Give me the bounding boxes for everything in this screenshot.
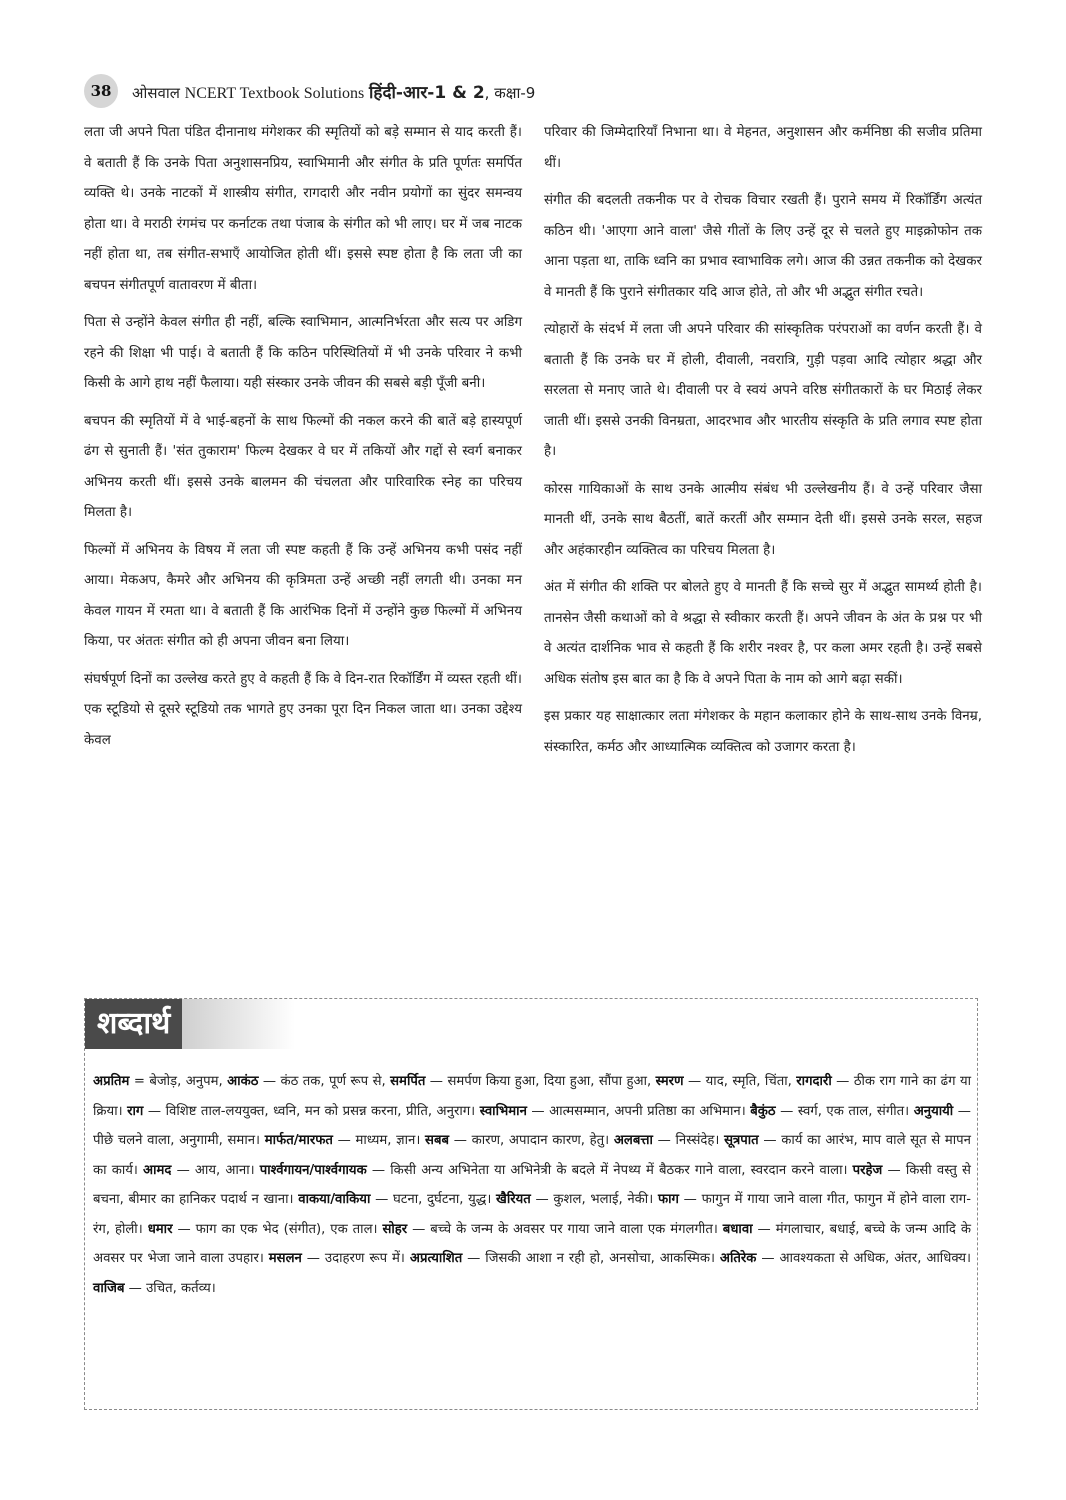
paragraph: पिता से उन्होंने केवल संगीत ही नहीं, बल्कि स्वाभिमान, आत्मनिर्भरता और सत्य पर अडिग रहने की शिक्षा भी पाई। वे बताती हैं कि कठिन परिस्थितियों में भी उनके परिवार ने कभी किसी के आगे हाथ नहीं फैलाया। यही संस्कार उनके जीवन की सबसे बड़ी पूँजी बनी। <box>84 315 522 391</box>
glossary-separator: — <box>172 1221 196 1237</box>
glossary-meaning: आवश्यकता से अधिक, अंतर, आधिक्य। <box>779 1251 972 1266</box>
body-columns <box>84 118 982 990</box>
glossary-separator: — <box>758 1133 782 1148</box>
glossary-meaning: पीछे चलने वाला, अनुगामी, समान। <box>93 1133 261 1148</box>
glossary-separator: — <box>526 1103 550 1119</box>
paragraph: कोरस गायिकाओं के साथ उनके आत्मीय संबंध भी उल्लेखनीय हैं। वे उन्हें परिवार जैसा मानती थीं, उनके साथ बैठतीं, बातें करतीं और सम्मान देती थीं। इससे उनके सरल, सहज और अहंकारहीन व्यक्तित्व का परिचय मिलता है। <box>544 481 982 558</box>
paragraph: अंत में संगीत की शक्ति पर बोलते हुए वे मानती हैं कि सच्चे सुर में अद्भुत सामर्थ्य होती है। तानसेन जैसी कथाओं को वे श्रद्धा से स्वीकार करती हैं। अपने जीवन के अंत के प्रश्न पर भी वे अत्यंत दार्शनिक भाव से कहती हैं कि शरीर नश्वर है, पर कला अमर रहती है। उन्हें सबसे अधिक संतोष इस बात का है कि वे अपने पिता के नाम को आगे बढ़ा सकीं। <box>544 580 982 687</box>
glossary-term: अलबत्ता <box>613 1133 653 1148</box>
glossary-entry <box>93 1074 223 1089</box>
glossary-entry <box>390 1074 651 1089</box>
glossary-separator: — <box>171 1162 195 1178</box>
glossary-entry <box>93 1281 216 1296</box>
glossary-term: अतिरेक <box>719 1251 757 1266</box>
glossary-entry <box>260 1163 848 1178</box>
glossary-term: बैकुंठ <box>750 1103 776 1119</box>
glossary-meaning: निस्संदेह। <box>675 1133 720 1148</box>
glossary-entry <box>127 1104 475 1119</box>
glossary-entry <box>143 1163 255 1178</box>
glossary-entry <box>410 1251 715 1266</box>
left-column <box>84 118 522 990</box>
glossary-separator: — <box>683 1074 706 1089</box>
paragraph: बचपन की स्मृतियों में वे भाई-बहनों के साथ फिल्मों की नकल करने की बातें बड़े हास्यपूर्ण ढंग से सुनाती हैं। 'संत तुकाराम' फिल्म देखकर वे घर में तकियों और गद्दों से स्वर्ग बनाकर अभिनय करती थीं। इससे उनके बालमन की चंचलता और पारिवारिक स्नेह का परिचय मिलता है। <box>84 413 522 520</box>
glossary-entry <box>148 1222 378 1237</box>
paragraph: संगीत की बदलती तकनीक पर वे रोचक विचार रखती हैं। पुराने समय में रिकॉर्डिंग अत्यंत कठिन थी। 'आएगा आने वाला' जैसे गीतों के लिए उन्हें दूर से चलते हुए माइक्रोफोन तक आना पड़ता था, ताकि ध्वनि का प्रभाव स्वाभाविक लगे। आज की उन्नत तकनीक को देखकर वे मानती हैं कि पुराने संगीतकार यदि आज होते, तो और भी अद्भुत संगीत रचते। <box>544 193 982 300</box>
glossary-separator: — <box>678 1192 702 1207</box>
glossary-separator: — <box>301 1251 325 1266</box>
glossary-term: आमद <box>143 1162 172 1178</box>
glossary-separator: — <box>831 1074 854 1089</box>
glossary-term: स्मरण <box>655 1074 684 1089</box>
glossary-separator: — <box>370 1192 393 1207</box>
glossary-meaning: बेजोड़, अनुपम, <box>149 1074 223 1089</box>
glossary-term: रागदारी <box>796 1074 832 1089</box>
glossary-meaning: विशिष्ट ताल-लययुक्त, ध्वनि, मन को प्रसन्न करना, प्रीति, अनुराग। <box>165 1103 476 1119</box>
glossary-entry <box>496 1192 653 1207</box>
glossary-meaning: फागुन में गाया जाने वाला गीत, फागुन में होने वाला राग-रंग, होली। <box>93 1192 971 1237</box>
glossary-term: सबब <box>425 1133 450 1148</box>
glossary-meaning: कुशल, भलाई, नेकी। <box>553 1192 654 1207</box>
subject-name: हिंदी-आर-1 & 2 <box>369 82 485 103</box>
glossary-term: धमार <box>147 1221 173 1237</box>
glossary-meaning: जिसकी आशा न रही हो, अनसोचा, आकस्मिक। <box>485 1251 715 1266</box>
glossary-separator: — <box>530 1192 554 1207</box>
paragraph: संघर्षपूर्ण दिनों का उल्लेख करते हुए वे कहती हैं कि वे दिन-रात रिकॉर्डिंग में व्यस्त रहती थीं। एक स्टूडियो से दूसरे स्टूडियो तक भागते हुए उनका पूरा दिन निकल जाता था। उनका उद्देश्य केवल <box>84 671 522 748</box>
glossary-entry <box>614 1133 720 1148</box>
glossary-entry <box>265 1133 421 1148</box>
glossary-separator: — <box>652 1133 676 1148</box>
glossary-separator: — <box>407 1221 431 1237</box>
glossary-entries <box>93 1067 971 1303</box>
glossary-term: वाकया/वाकिया <box>298 1192 371 1207</box>
paragraph: परिवार की जिम्मेदारियाँ निभाना था। वे मेहनत, अनुशासन और कर्मनिष्ठा की सजीव प्रतिमा थीं। <box>544 125 982 171</box>
glossary-term: समर्पित <box>390 1074 426 1089</box>
glossary-separator: — <box>775 1103 798 1119</box>
glossary-entry <box>480 1104 746 1119</box>
glossary-separator: — <box>332 1133 356 1148</box>
glossary-term: अप्रत्याशित <box>409 1251 463 1266</box>
glossary-entry <box>227 1074 386 1089</box>
glossary-separator: — <box>953 1103 971 1119</box>
glossary-meaning: माध्यम, ज्ञान। <box>355 1133 421 1148</box>
glossary-entry <box>750 1104 909 1119</box>
paragraph: त्योहारों के संदर्भ में लता जी अपने परिवार की सांस्कृतिक परंपराओं का वर्णन करती हैं। वे बताती हैं कि उनके घर में होली, दीवाली, नवरात्रि, गुड़ी पड़वा आदि त्योहार श्रद्धा और सरलता से मनाए जाते थे। दीवाली पर वे स्वयं अपने वरिष्ठ संगीतकारों के घर मिठाई लेकर जाती थीं। इससे उनकी विनम्रता, आदरभाव और भारतीय संस्कृति के प्रति लगाव स्पष्ट होता है। <box>544 322 982 459</box>
glossary-box <box>84 998 978 1410</box>
glossary-separator: — <box>756 1251 780 1266</box>
heading-fade-decoration <box>182 999 295 1049</box>
publisher-name: ओसवाल <box>132 83 180 102</box>
glossary-term: सूत्रपात <box>724 1133 759 1148</box>
glossary-separator: — <box>124 1280 147 1296</box>
glossary-meaning: बच्चे के जन्म के अवसर पर गाया जाने वाला एक मंगलगीत। <box>430 1221 718 1237</box>
glossary-meaning: कंठ तक, पूर्ण रूप से, <box>280 1074 386 1089</box>
glossary-separator: — <box>366 1162 391 1178</box>
glossary-meaning: उदाहरण रूप में। <box>324 1251 405 1266</box>
glossary-title: शब्दार्थ <box>85 999 182 1049</box>
paragraph: लता जी अपने पिता पंडित दीनानाथ मंगेशकर की स्मृतियों को बड़े सम्मान से याद करती हैं। वे बताती हैं कि उनके पिता अनुशासनप्रिय, स्वाभिमानी और संगीत के प्रति पूर्णतः समर्पित व्यक्ति थे। उनके नाटकों में शास्त्रीय संगीत, रागदारी और नवीन प्रयोगों का सुंदर समन्वय होता था। वे मराठी रंगमंच पर कर्नाटक तथा पंजाब के संगीत को भी लाए। घर में जब नाटक नहीं होता था, तब संगीत-सभाएँ आयोजित होती थीं। इससे स्पष्ट होता है कि लता जी का बचपन संगीतपूर्ण वातावरण में बीता। <box>84 125 522 293</box>
glossary-term: बधावा <box>722 1221 753 1237</box>
class-label: , कक्षा-9 <box>484 83 536 102</box>
glossary-meaning: कार्य का आरंभ, माप वाले सूत से मापन का कार्य। <box>93 1133 971 1178</box>
glossary-entry <box>656 1074 792 1089</box>
glossary-term: वाजिब <box>93 1280 125 1296</box>
glossary-meaning: ठीक राग गाने का ढंग या क्रिया। <box>93 1074 972 1119</box>
glossary-meaning: फाग का एक भेद (संगीत), एक ताल। <box>195 1221 378 1237</box>
glossary-separator: = <box>129 1074 150 1089</box>
glossary-term: परहेज <box>852 1162 883 1178</box>
glossary-meaning: कारण, अपादान कारण, हेतु। <box>471 1133 610 1148</box>
glossary-entry <box>720 1251 971 1266</box>
glossary-term: मार्फत/मारफत <box>264 1133 333 1148</box>
glossary-term: फाग <box>657 1192 679 1207</box>
glossary-meaning: किसी वस्तु से बचना, बीमार का हानिकर पदार्थ न खाना। <box>93 1162 971 1207</box>
glossary-meaning: समर्पण किया हुआ, दिया हुआ, सौंपा हुआ, <box>447 1074 652 1089</box>
paragraph: इस प्रकार यह साक्षात्कार लता मंगेशकर के महान कलाकार होने के साथ-साथ उनके विनम्र, संस्कारित, कर्मठ और आध्यात्मिक व्यक्तित्व को उजागर करता है। <box>544 709 982 755</box>
glossary-meaning: किसी अन्य अभिनेता या अभिनेत्री के बदले में नेपथ्य में बैठकर गाने वाला, स्वरदान करने वाला। <box>390 1162 848 1178</box>
glossary-term: सोहर <box>382 1221 408 1237</box>
glossary-heading <box>85 999 295 1049</box>
glossary-meaning: स्वर्ग, एक ताल, संगीत। <box>797 1103 910 1119</box>
glossary-meaning: आत्मसम्मान, अपनी प्रतिष्ठा का अभिमान। <box>549 1103 746 1119</box>
glossary-term: राग <box>127 1103 144 1119</box>
glossary-term: आकंठ <box>227 1074 259 1089</box>
glossary-term: मसलन <box>268 1251 302 1266</box>
glossary-term: अप्रतिम <box>93 1074 130 1089</box>
glossary-term: अनुयायी <box>913 1103 954 1119</box>
glossary-meaning: उचित, कर्तव्य। <box>146 1280 216 1296</box>
glossary-separator: — <box>143 1103 166 1119</box>
glossary-entry <box>425 1133 609 1148</box>
glossary-meaning: घटना, दुर्घटना, युद्ध। <box>392 1192 492 1207</box>
glossary-separator: — <box>425 1074 448 1089</box>
page-number: 38 <box>84 74 118 108</box>
page-header <box>84 74 984 108</box>
paragraph: फिल्मों में अभिनय के विषय में लता जी स्पष्ट कहती हैं कि उन्हें अभिनय कभी पसंद नहीं आया। मेकअप, कैमरे और अभिनय की कृत्रिमता उन्हें अच्छी नहीं लगती थी। उनका मन केवल गायन में रमता था। वे बताती हैं कि आरंभिक दिनों में उन्होंने कुछ फिल्मों में अभिनय किया, पर अंततः संगीत को ही अपना जीवन बना लिया। <box>84 542 522 649</box>
glossary-term: खैरियत <box>496 1192 531 1207</box>
right-column <box>544 118 982 990</box>
running-title <box>132 80 535 103</box>
glossary-entry <box>269 1251 405 1266</box>
glossary-meaning: आय, आना। <box>194 1162 255 1178</box>
glossary-entry <box>298 1192 491 1207</box>
series-name: NCERT Textbook Solutions <box>184 84 365 102</box>
glossary-meaning: याद, स्मृति, चिंता, <box>705 1074 792 1089</box>
glossary-separator: — <box>882 1162 906 1178</box>
glossary-separator: — <box>752 1221 776 1237</box>
glossary-entry <box>382 1222 717 1237</box>
glossary-separator: — <box>449 1133 472 1148</box>
glossary-term: पार्श्वगायन/पार्श्वगायक <box>259 1162 367 1178</box>
glossary-meaning: मंगलाचार, बधाई, बच्चे के जन्म आदि के अवसर पर भेजा जाने वाला उपहार। <box>93 1221 971 1266</box>
glossary-term: स्वाभिमान <box>479 1103 527 1119</box>
glossary-separator: — <box>462 1251 486 1266</box>
glossary-separator: — <box>258 1074 281 1089</box>
